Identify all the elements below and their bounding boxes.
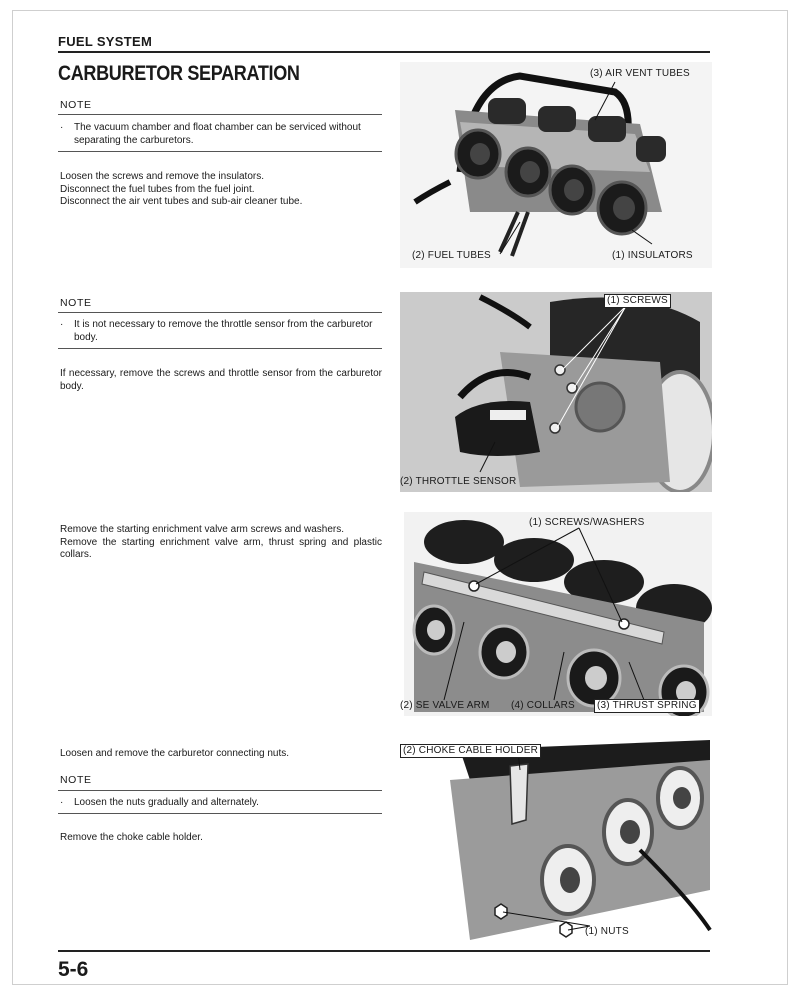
page-title: CARBURETOR SEPARATION: [58, 62, 300, 85]
step4-body-text: Remove the choke cable holder.: [60, 832, 203, 843]
step2-note-rule-top: [58, 312, 382, 313]
carburetor-assembly-photo: [400, 62, 712, 268]
step4-note: [60, 796, 382, 809]
step1-body-line: Disconnect the fuel tubes from the fuel joint.: [60, 183, 255, 195]
step2-note: [60, 318, 382, 344]
section-label: FUEL SYSTEM: [58, 34, 153, 49]
step2-note-label: NOTE: [60, 297, 92, 309]
step1-note-label: NOTE: [60, 99, 92, 111]
step2-note-rule-bottom: [58, 348, 382, 349]
step1-note-rule-top: [58, 114, 382, 115]
callout-thrust-spring: (3) THRUST SPRING: [594, 699, 700, 713]
bullet: ·: [60, 122, 64, 133]
callout-air-vent-tubes: (3) AIR VENT TUBES: [590, 68, 690, 79]
footer-rule: [58, 950, 710, 952]
step4-note-rule-bottom: [58, 813, 382, 814]
callout-screws-washers: (1) SCREWS/WASHERS: [529, 517, 645, 528]
callout-collars: (4) COLLARS: [511, 700, 575, 711]
step1-note: [60, 121, 382, 147]
throttle-sensor-photo: [400, 292, 712, 492]
step4-body-bottom: [60, 832, 382, 845]
step3-body-line: Remove the starting enrichment valve arm, thrust spring and plastic collars.: [60, 536, 382, 560]
step1-body: [60, 171, 390, 209]
step4-note-rule-top: [58, 790, 382, 791]
callout-se-valve-arm: (2) SE VALVE ARM: [400, 700, 490, 711]
step3-body-line: Remove the starting enrichment valve arm screws and washers.: [60, 524, 345, 535]
step4-note-text: Loosen the nuts gradually and alternately.: [74, 797, 259, 808]
bullet: ·: [60, 319, 64, 330]
step4-body-top: [60, 748, 382, 761]
step2-note-text: It is not necessary to remove the throttle sensor from the carburetor body.: [74, 319, 373, 343]
callout-screws: (1) SCREWS: [604, 294, 671, 308]
step1-body-line: Disconnect the air vent tubes and sub-air cleaner tube.: [60, 196, 303, 207]
step4-note-label: NOTE: [60, 774, 92, 786]
se-valve-arm-photo: [404, 512, 712, 716]
callout-insulators: (1) INSULATORS: [612, 250, 693, 261]
step2-body-text: If necessary, remove the screws and throttle sensor from the carburetor body.: [60, 368, 382, 392]
callout-choke-cable-holder: (2) CHOKE CABLE HOLDER: [400, 744, 541, 758]
step4-body-text: Loosen and remove the carburetor connecting nuts.: [60, 748, 290, 759]
callout-nuts: (1) NUTS: [585, 926, 629, 937]
step1-note-rule-bottom: [58, 151, 382, 152]
step1-note-text: The vacuum chamber and float chamber can be serviced without separating the carburetors.: [74, 122, 361, 146]
header-rule: [58, 51, 710, 53]
bullet: ·: [60, 797, 64, 808]
step3-body: [60, 524, 382, 562]
callout-fuel-tubes: (2) FUEL TUBES: [412, 250, 491, 261]
step1-body-line: Loosen the screws and remove the insulators.: [60, 171, 264, 182]
callout-throttle-sensor: (2) THROTTLE SENSOR: [400, 476, 517, 487]
page-number: 5-6: [58, 958, 89, 981]
connecting-nuts-photo: [400, 740, 712, 946]
step2-body: [60, 368, 382, 393]
